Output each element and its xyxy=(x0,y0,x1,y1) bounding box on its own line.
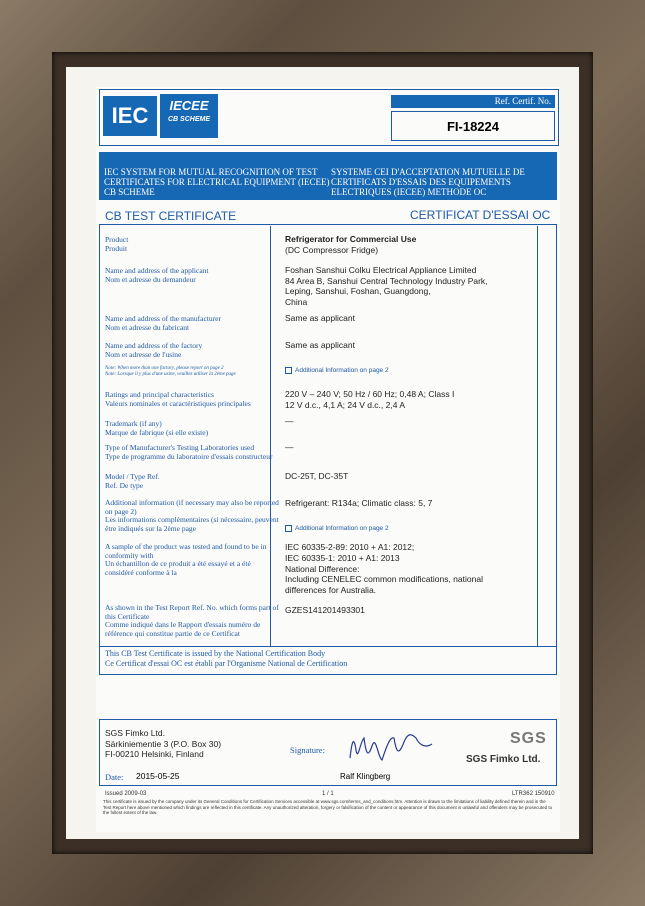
signature-label: Signature: xyxy=(290,745,325,755)
value-trademark: — xyxy=(285,416,294,426)
label-additional-info: Additional information (if necessary may also be reported on page 2) Les informations complémentaires (si nécessaire, peuvent être indiqués sur la 2ème page xyxy=(105,498,279,533)
sgs-name: SGS Fimko Ltd. xyxy=(466,754,541,765)
scheme-fr-3: ELECTRIQUES (IECEE) METHODE OC xyxy=(331,187,487,197)
value-model: DC-25T, DC-35T xyxy=(285,471,349,481)
issued-date: Issued 2009-03 xyxy=(105,791,147,797)
label-factory-note: Note: When more than one factory, please report on page 2 Note: Lorsque il y plus d'une usine, veuillez utiliser la 2ème page xyxy=(105,366,236,377)
iecee-cb-logo xyxy=(160,94,218,138)
label-factory: Name and address of the factory Nom et adresse de l'usine xyxy=(105,341,203,359)
title-fr: CERTIFICAT D'ESSAI OC xyxy=(410,208,551,222)
signer-name: Ralf Klingberg xyxy=(340,772,391,781)
iec-logo: IEC xyxy=(103,96,157,136)
label-conformity: A sample of the product was tested and found to be in conformity with Un échantillon de ce produit a été essayé et a été considéré conforme à la xyxy=(105,542,267,577)
issuer-street: Särkiniementie 3 (P.O. Box 30) xyxy=(105,738,222,749)
cb-scheme-text: CB SCHEME xyxy=(167,116,210,123)
title-en: CB TEST CERTIFICATE xyxy=(105,209,237,223)
disclaimer: This certificate is issued by the company under its General Conditions for Certification Services accessible at www.sgs.com/terms_and_conditions.htm. Attention is drawn to the limitations of liability defined therein and in the Test Report here above mentioned which findings are reflected in this certificate. Any unauthorized alteration, forgery or falsification of the content or appearance of this document is unlawful and offenders may be prosecuted to the fullest extent of the law. xyxy=(103,799,553,815)
label-manufacturer: Name and address of the manufacturer Nom et adresse du fabricant xyxy=(105,314,221,332)
scheme-fr-1: SYSTEME CEI D'ACCEPTATION MUTUELLE DE xyxy=(331,167,525,177)
scheme-fr-2: CERTIFICATS D'ESSAIS DES EQUIPEMENTS xyxy=(331,177,511,187)
scheme-en-3: CB SCHEME xyxy=(104,187,155,197)
value-product: Refrigerator for Commercial Use xyxy=(285,234,417,244)
form-code: LTR362 150910 xyxy=(512,791,555,797)
value-manufacturer: Same as applicant xyxy=(285,313,355,323)
label-product: Product Produit xyxy=(105,235,129,253)
checkbox-additional-info-factory: Additional Information on page 2 xyxy=(285,367,389,374)
value-additional-info: Refrigerant: R134a; Climatic class: 5, 7 xyxy=(285,498,433,508)
issued-statement xyxy=(100,646,556,670)
issuer-city: FI-00210 Helsinki, Finland xyxy=(105,749,204,759)
national-difference-title: National Difference: xyxy=(285,564,360,574)
checkbox-additional-info: Additional Information on page 2 xyxy=(285,525,389,532)
national-difference-value: Including CENELEC common modifications, national differences for Australia. xyxy=(285,574,483,595)
signature-graphic xyxy=(342,728,437,770)
value-standards: IEC 60335-2-89: 2010 + A1: 2012; IEC 60335-1: 2010 + A1: 2013 xyxy=(285,542,415,563)
date-value: 2015-05-25 xyxy=(136,771,180,781)
label-ratings: Ratings and principal characteristics Valeurs nominales et caractéristiques principales xyxy=(105,390,251,408)
label-trademark: Trademark (if any) Marque de fabrique (si elle existe) xyxy=(105,419,209,437)
label-applicant: Name and address of the applicant Nom et adresse du demandeur xyxy=(105,266,209,284)
date-label: Date: xyxy=(105,772,124,782)
value-testing-lab: — xyxy=(285,442,294,452)
ref-label: Ref. Certif. No. xyxy=(391,95,555,108)
value-test-report: GZES141201493301 xyxy=(285,605,365,615)
value-product-sub: (DC Compressor Fridge) xyxy=(285,245,379,255)
scheme-en-2: CERTIFICATES FOR ELECTRICAL EQUIPMENT (IECEE) xyxy=(104,177,330,187)
ref-number: FI-18224 xyxy=(391,111,555,141)
page-number: 1 / 1 xyxy=(322,791,334,797)
issuer-company: SGS Fimko Ltd. xyxy=(105,728,165,738)
label-model: Model / Type Ref. Ref. De type xyxy=(105,472,160,490)
label-test-report: As shown in the Test Report Ref. No. which forms part of this Certificate Comme indiqué dans le Rapport d'essais numéro de référence qui constitue partie de ce Certificat xyxy=(105,603,279,638)
value-factory: Same as applicant xyxy=(285,340,355,350)
issued-en: This CB Test Certificate is issued by the National Certification Body xyxy=(105,649,326,658)
issued-fr: Ce Certificat d'essai OC est établi par l'Organisme National de Certification xyxy=(105,658,348,668)
value-applicant: Foshan Sanshui Colku Electrical Appliance Limited 84 Area B, Sanshui Central Technology Industry Park, Leping, Sanshui, Foshan, Guangdong, China xyxy=(285,265,488,307)
value-ratings: 220 V – 240 V; 50 Hz / 60 Hz; 0,48 A; Class I 12 V d.c., 4,1 A; 24 V d.c., 2,4 A xyxy=(285,389,455,410)
sgs-logo: SGS xyxy=(510,730,547,747)
scheme-band xyxy=(99,152,557,200)
label-testing-lab: Type of Manufacturer's Testing Laboratories used Type de programme du laboratoire d'essais constructeur xyxy=(105,443,273,461)
scheme-en-1: IEC SYSTEM FOR MUTUAL RECOGNITION OF TEST xyxy=(104,167,318,177)
issuer-address xyxy=(105,728,221,760)
iecee-text: IECEE xyxy=(169,98,209,113)
